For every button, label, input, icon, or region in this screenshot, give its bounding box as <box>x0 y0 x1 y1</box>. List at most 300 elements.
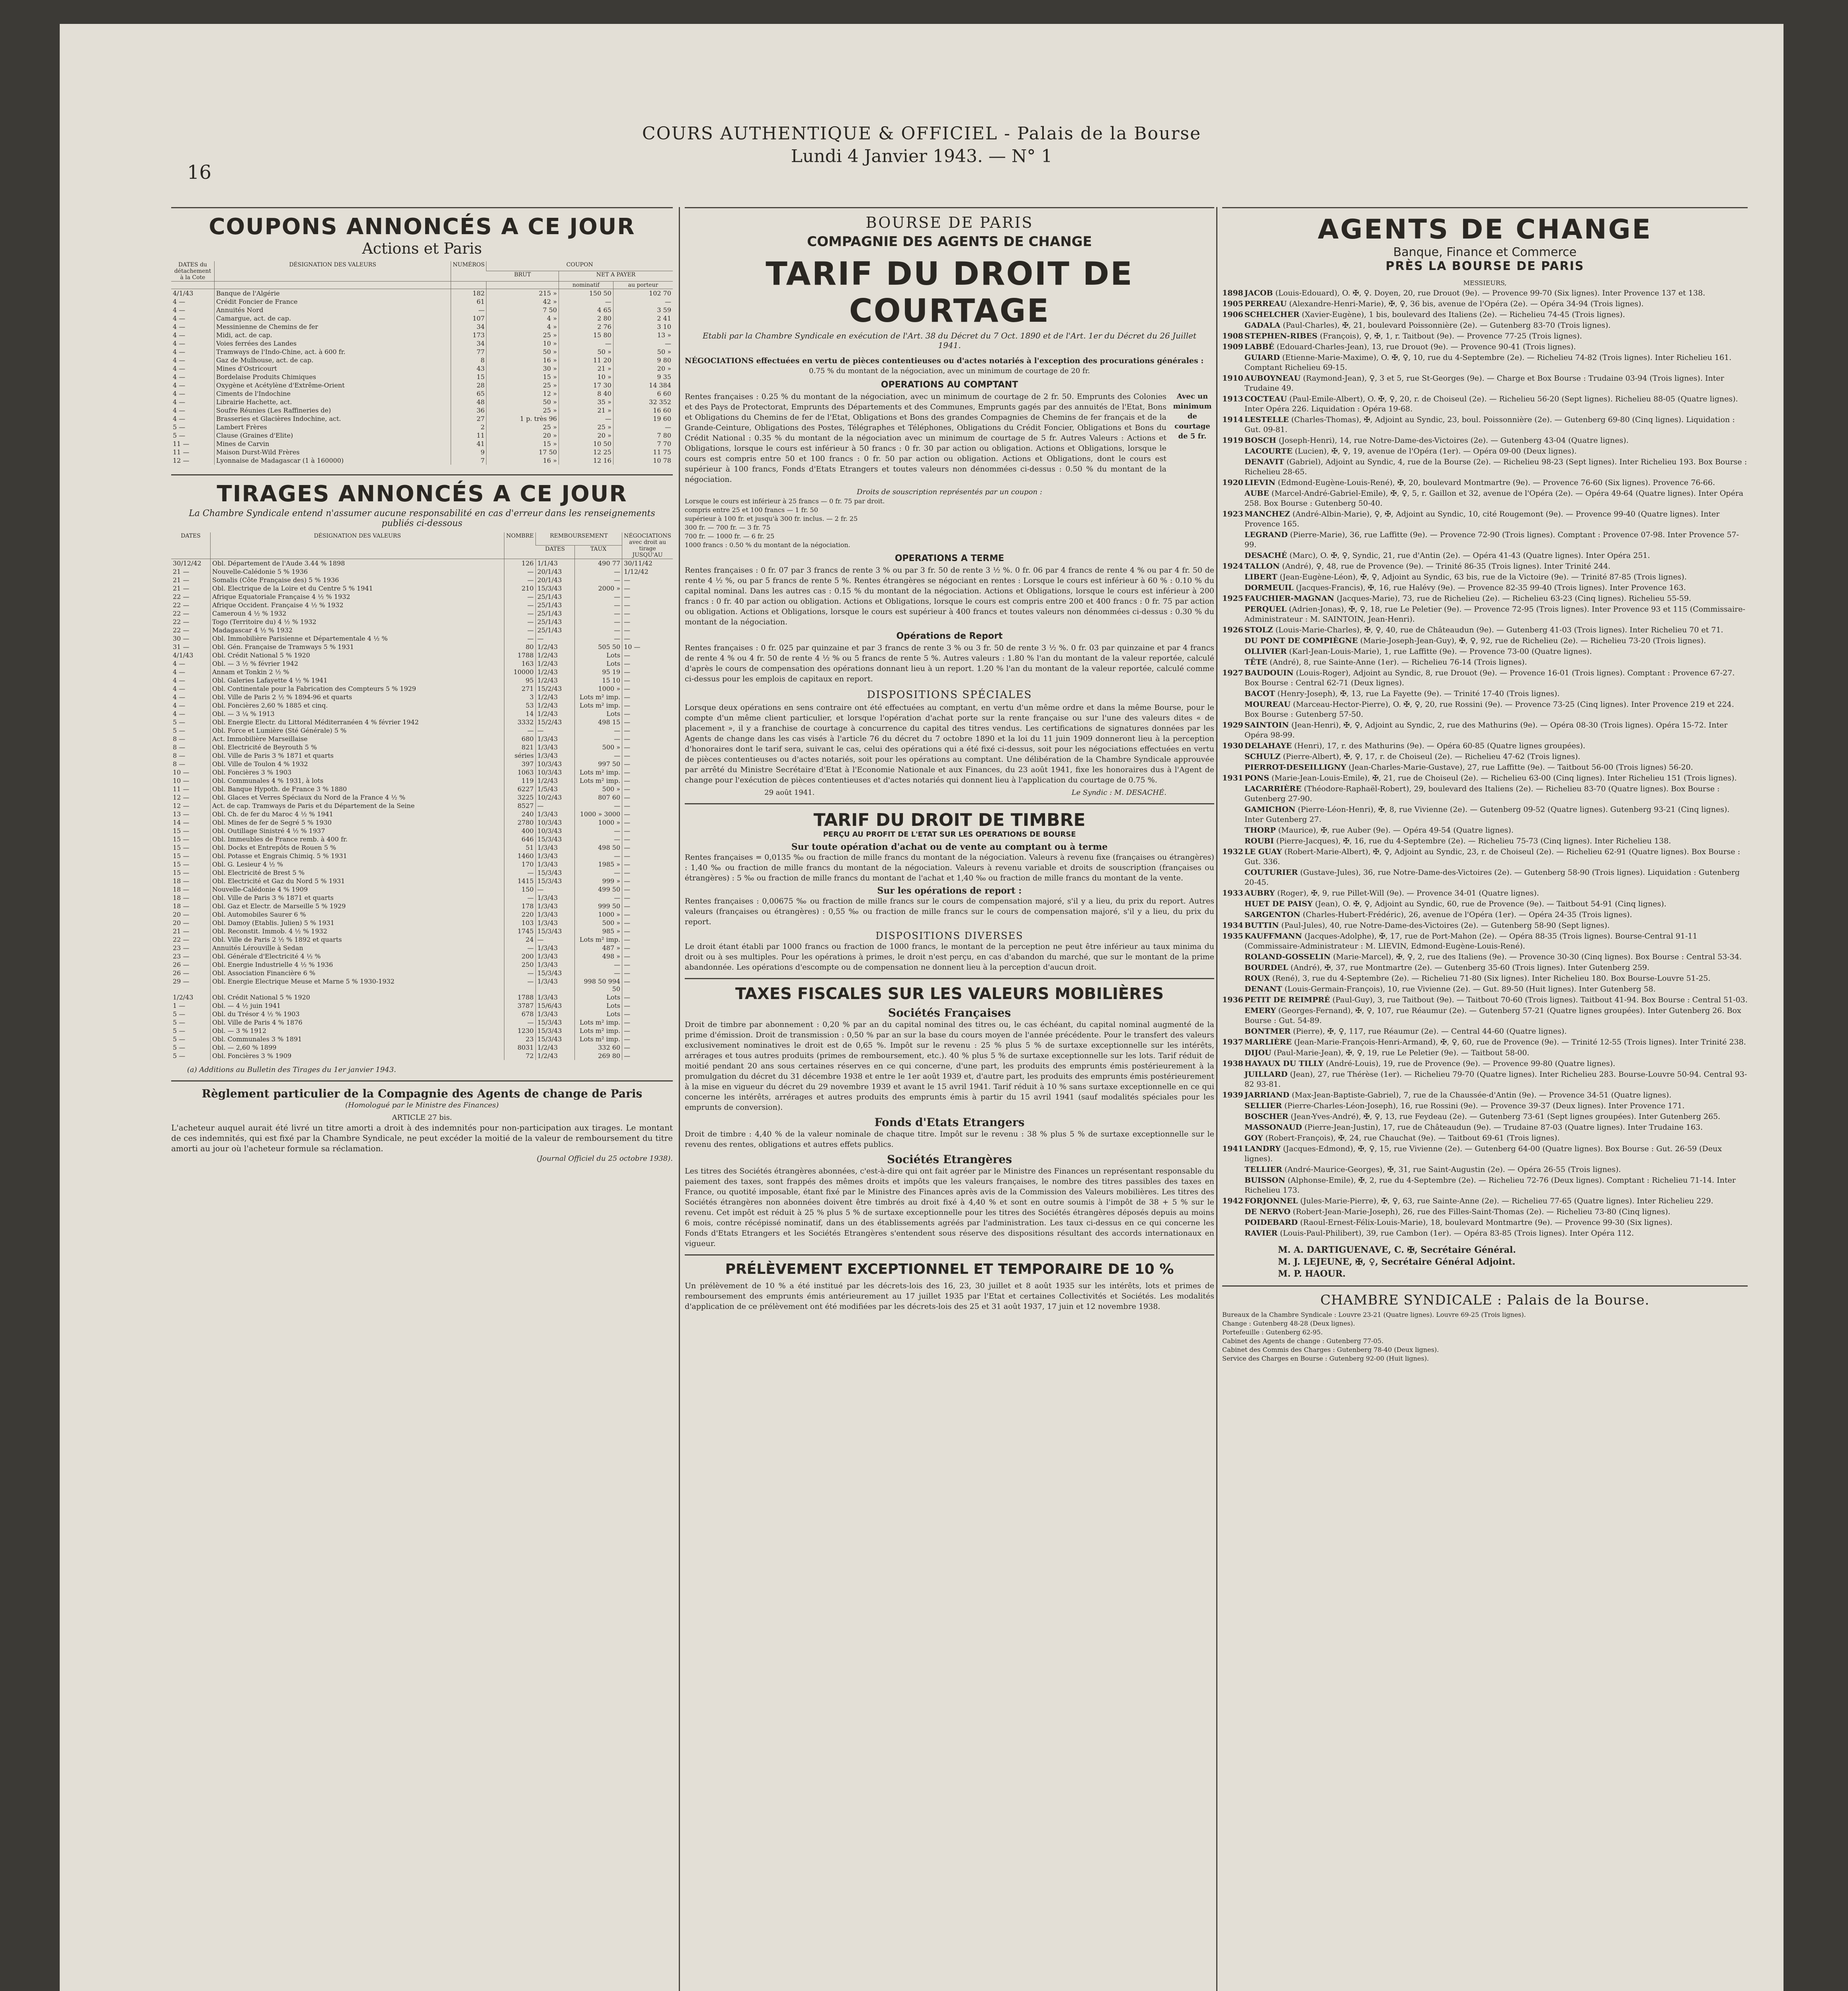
agent-name: HUET DE PAISY <box>1244 900 1313 908</box>
coupon-row <box>171 456 673 465</box>
agent-entry <box>1222 436 1748 446</box>
tirage-cell: — <box>504 634 535 643</box>
tirage-cell: 53 <box>504 701 535 710</box>
coupon-cell: 215 » <box>486 289 559 298</box>
tirage-cell: 2000 » <box>575 584 622 593</box>
tirage-row <box>171 593 673 601</box>
tirage-cell: 6227 <box>504 785 535 793</box>
agent-name: ROLAND-GOSSELIN <box>1244 952 1331 961</box>
coupon-cell: 7 <box>451 456 486 465</box>
agent-details: (Georges-Fernand), ✠, ♀, 107, rue Réaumur (2e). — Gutenberg 57-21 (Quatre lignes groupées). Inter Gutenberg 26. Box Bourse : Gut. 54-89. <box>1244 1006 1741 1025</box>
tirage-cell: — <box>535 935 575 944</box>
tirage-cell: 1/5/43 <box>535 785 575 793</box>
tirage-cell: — <box>622 860 673 868</box>
tirage-cell: — <box>622 969 673 977</box>
coupon-row <box>171 440 673 448</box>
courtage-neg-rate: 0.75 % du montant de la négociation, avec un minimum de courtage de 20 fr. <box>809 367 1090 375</box>
agent-entry <box>1222 415 1748 435</box>
tirage-row <box>171 584 673 593</box>
reglement-title: Règlement particulier de la Compagnie des Agents de change de Paris <box>201 1087 643 1100</box>
tirage-cell: Obl. du Trésor 4 ½ % 1903 <box>211 1010 504 1018</box>
agent-entry <box>1222 594 1748 604</box>
agent-details: (Gabriel), Adjoint au Syndic, 4, rue de la Bourse (2e). — Richelieu 98-23 (Sept lignes). Inter Richelieu 193. Box Bourse : Richelieu 28-65. <box>1244 458 1747 476</box>
tirage-cell: 22 — <box>173 610 189 617</box>
reglement-article: ARTICLE 27 bis. <box>392 1113 452 1122</box>
tirage-cell: — <box>622 818 673 827</box>
tirage-cell: Obl. Electrique de la Loire et du Centre 5 % 1941 <box>211 584 504 593</box>
tirage-cell: — <box>535 885 575 894</box>
agent-entry <box>1222 1218 1748 1228</box>
tirages-header: DATES <box>535 546 575 559</box>
agent-name: GADALA <box>1244 321 1281 330</box>
coupon-cell: 13 » <box>613 331 673 339</box>
middle-column <box>685 207 1214 1991</box>
agent-entry <box>1222 1006 1748 1026</box>
tirage-cell: — <box>575 609 622 618</box>
tirage-cell: 30 — <box>173 635 189 642</box>
tirage-row <box>171 885 673 894</box>
coupon-cell: Ciments de l'Indochine <box>215 389 451 398</box>
agent-name: DU PONT DE COMPIÈGNE <box>1244 636 1358 645</box>
agent-entry <box>1222 394 1748 414</box>
chambre-line: Service des Charges en Bourse : Gutenberg 92-00 (Huit lignes). <box>1222 1355 1429 1362</box>
tirage-cell: — <box>622 609 673 618</box>
tirage-cell: 25/1/43 <box>535 593 575 601</box>
tirage-cell: 10 — <box>173 769 189 776</box>
coupon-cell: Crédit Foncier de France <box>215 297 451 306</box>
tirage-cell: 24 <box>504 935 535 944</box>
agent-details: (Paul-Guy), 3, rue Taitbout (9e). — Taitbout 70-60 (Trois lignes). Taitbout 41-94. Box Bourse : Central 51-03. <box>1332 996 1748 1004</box>
agent-entry <box>1222 741 1748 751</box>
tirage-cell: Lots m² imp. <box>575 1035 622 1043</box>
agent-year: 1933 <box>1222 889 1243 898</box>
tirage-cell: 505 50 <box>575 643 622 651</box>
coupon-cell: Camargue, act. de cap. <box>215 314 451 323</box>
tirage-cell: 15/6/43 <box>535 1001 575 1010</box>
coupon-cell: 10 78 <box>613 456 673 465</box>
agent-name: BUTTIN <box>1244 921 1279 930</box>
tirage-cell: — <box>504 944 535 952</box>
coupon-cell: 25 » <box>486 423 559 431</box>
coupon-cell: 12 16 <box>559 456 613 465</box>
agent-entry <box>1222 1196 1748 1206</box>
coupon-cell: 4 — <box>173 381 186 389</box>
coupons-title: COUPONS ANNONCÉS A CE JOUR <box>209 214 635 240</box>
tirage-cell: 1745 <box>504 927 535 935</box>
coupon-cell: 8 <box>451 356 486 364</box>
coupon-cell: 107 <box>451 314 486 323</box>
coupon-cell: 42 » <box>486 297 559 306</box>
coupon-cell: 4 — <box>173 373 186 381</box>
coupon-cell: 17 30 <box>559 381 613 389</box>
tirage-cell: 1000 » 3000 <box>575 810 622 818</box>
agent-entry <box>1222 478 1748 488</box>
right-column <box>1222 207 1748 1991</box>
tirage-row <box>171 852 673 860</box>
tirage-cell: — <box>504 626 535 634</box>
tirage-cell: 646 <box>504 835 535 843</box>
tirage-cell: 72 <box>504 1052 535 1060</box>
coupon-cell: 4 — <box>173 415 186 422</box>
coupon-cell: Voies ferrées des Landes <box>215 339 451 348</box>
agent-entry <box>1222 931 1748 951</box>
etrangeres-text: Les titres des Sociétés étrangères abonnées, c'est-à-dire qui ont fait agréer par le Ministre des Finances un représentant responsable du paiement des taxes, sont frappés des mêmes droits et impôts que les valeurs françaises, le nombre des titres passibles des taxes en France, ou quotité imposable, étant fixé par le Ministre des Finances après avis de la Commission des Valeurs mobilières. Les titres des Sociétés étrangères non abonnées doivent être timbrés au droit fixé à 4,40 % et sont en outre soumis à l'impôt de 38 + 5 % sur le revenu. Cet impôt est réduit à 25 % plus 5 % de surtaxe exceptionnelle pour les titres des Sociétés étrangères déposés depuis au moins 6 mois, contre récépissé nominatif, dans un des établissements agréés par l'administration. Les taux ci-dessus en ce qui concerne les Fonds d'Etats Etrangers et les Sociétés Etrangères s'entendent sous réserve des dispositions résultant des accords internationaux en vigueur. <box>685 1167 1214 1248</box>
tirage-cell: — <box>622 785 673 793</box>
tirage-cell: 10/3/43 <box>535 768 575 776</box>
agent-entry <box>1222 561 1748 571</box>
tirage-row <box>171 751 673 760</box>
agent-entry <box>1222 995 1748 1005</box>
coupon-cell: 25 » <box>486 331 559 339</box>
agents-sub1: Banque, Finance et Commerce <box>1393 245 1577 259</box>
coupon-cell: Tramways de l'Indo-Chine, act. à 600 fr. <box>215 348 451 356</box>
tirage-cell: 15/3/43 <box>535 877 575 885</box>
droits-line: Lorsque le cours est inférieur à 25 francs — 0 fr. 75 par droit. <box>685 497 885 505</box>
tirage-cell: 998 50 994 50 <box>575 977 622 993</box>
coupon-cell: — <box>613 339 673 348</box>
agent-details: (Pierre-Léon-Henri), ✠, 8, rue Vivienne (2e). — Gutenberg 09-52 (Quatre lignes). Gutenberg 93-21 (Cinq lignes). Inter Gutenberg 27. <box>1244 805 1730 824</box>
agent-entry <box>1222 952 1748 962</box>
tirage-row <box>171 944 673 952</box>
tirage-cell: 269 80 <box>575 1052 622 1060</box>
coupon-cell: 2 <box>451 423 486 431</box>
agent-details: (Jacques-Adolphe), ✠, 17, rue de Port-Mahon (2e). — Opéra 88-35 (Trois lignes). Bourse-Central 91-11 (Commissaire-Administrateur : M. LIEVIN, Edmond-Eugène-Louis-René). <box>1244 932 1698 951</box>
tirage-cell: Obl. Force et Lumière (Sté Générale) 5 % <box>211 726 504 735</box>
reglement-text: L'acheteur auquel aurait été livré un titre amorti a droit à des indemnités pour non-participation aux tirages. Le montant de ces indemnités, qui est fixé par la Chambre Syndicale, ne peut excéder la moitié de la valeur de remboursement du titre amorti au jour où l'acheteur formule sa réclamation. <box>171 1123 673 1153</box>
agent-name: PERQUEL <box>1244 605 1287 614</box>
coupon-cell: 4/1/43 <box>173 289 193 297</box>
tirage-cell: 498 50 <box>575 843 622 852</box>
tirage-cell: 985 » <box>575 927 622 935</box>
reglement-source: (Journal Officiel du 25 octobre 1938). <box>537 1154 673 1163</box>
tirage-cell: séries <box>504 751 535 760</box>
tirage-cell: Annuités Lérouville à Sedan <box>211 944 504 952</box>
agent-name: EMERY <box>1244 1006 1276 1015</box>
coupon-cell: 50 » <box>559 348 613 356</box>
tirage-cell: Obl. Générale d'Electricité 4 ½ % <box>211 952 504 960</box>
tirage-cell: 1/2/43 <box>535 643 575 651</box>
tirage-cell: Lots m² imp. <box>575 1027 622 1035</box>
tirage-cell: Obl. Automobiles Saurer 6 % <box>211 910 504 919</box>
agent-name: FAUCHIER-MAGNAN <box>1244 594 1334 603</box>
tirages-header: DATES <box>171 532 211 559</box>
coupon-cell: 12 » <box>486 389 559 398</box>
agent-details: (Etienne-Marie-Maxime), O. ✠, ♀, 10, rue du 4-Septembre (2e). — Richelieu 74-82 (Trois lignes). Inter Richelieu 161. Comptant Richelieu 69-15. <box>1244 353 1732 372</box>
tirage-cell: 4/1/43 <box>173 651 193 659</box>
agent-entry <box>1222 1133 1748 1143</box>
agent-details: (Pierre), ✠, ♀, 117, rue Réaumur (2e). — Central 44-60 (Quatre lignes). <box>1293 1027 1567 1036</box>
agent-details: (Jules-Marie-Pierre), ✠, ♀, 63, rue Sainte-Anne (2e). — Richelieu 77-65 (Quatre lignes). Inter Richelieu 229. <box>1300 1197 1713 1205</box>
agent-year: 1927 <box>1222 669 1243 677</box>
coupon-cell: 4 — <box>173 390 186 397</box>
agent-entry <box>1222 583 1748 593</box>
tirage-cell: Obl. Immeubles de France remb. à 400 fr. <box>211 835 504 843</box>
agent-entry <box>1222 353 1748 373</box>
tirage-cell: — <box>575 593 622 601</box>
tirage-row <box>171 810 673 818</box>
speciales-text: Lorsque deux opérations en sens contraire ont été effectuées au comptant, en vertu d'un même ordre et dans la même Bourse, pour le compte d'un même client particulier, et lorsque l'opération d'achat porte sur la rente française ou sur l'une des valeurs dites « de placement », il y a franchise de courtage à concurrence du capital des titres vendus. Les certifications de signatures données par les Agents de change dans les cas visés à l'article 76 du décret du 7 octobre 1890 et la loi du 11 juin 1909 donneront lieu à la perception d'honoraires dont le tarif sera, suivant le cas, celui des opérations qui a été fixé ci-dessus, soit pour les négociations effectuées en vertu de pièces contentieuses ou d'actes notariés, soit pour les opérations au comptant. Une délibération de la Chambre Syndicale approuvée par arrêté du Ministre Secrétaire d'Etat à l'Economie Nationale et aux Finances, du 23 août 1941, fixe les honoraires dus à l'Agent de change pour l'exécution de pièces contentieuses et d'actes notariés qui donnent lieu à l'application du courtage de 0.75 %. <box>685 703 1214 784</box>
tirage-cell: — <box>504 609 535 618</box>
tirage-row <box>171 743 673 751</box>
tirage-row <box>171 567 673 576</box>
tirage-row <box>171 843 673 852</box>
agent-year: 1939 <box>1222 1091 1243 1099</box>
tirage-cell: — <box>575 735 622 743</box>
tirage-cell: — <box>622 693 673 701</box>
tirage-cell: 14 <box>504 710 535 718</box>
tirage-cell: 26 — <box>173 969 189 977</box>
coupon-cell: 5 — <box>173 432 186 439</box>
tirage-cell: Obl. Banque Hypoth. de France 3 % 1880 <box>211 785 504 793</box>
comptant-text: Rentes françaises : 0.25 % du montant de la négociation, avec un minimum de courtage de 2 fr. 50. Emprunts des Colonies et des Pays de Protectorat, Emprunts des Départements et des Communes, Emprunts gagés par des annuités de l'Etat, Bons et Obligations du Chemins de fer de l'Etat, Obligations et Bons des grandes Compagnies de Chemins de fer français et de la Grande-Ceinture, Obligations des Postes, Télégraphes et Téléphones, Obligations du Crédit Foncier, Obligations et Bons du Crédit National : 0.35 % du montant de la négociation avec un minimum de courtage de 5 fr. Autres Valeurs : Actions et Obligations, lorsque le cours est inférieur à 50 francs : 0 fr. 30 par action ou obligation. Actions et Obligations, lorsque le cours est compris entre 50 et 100 francs : 0 fr. 50 par action ou obligation. Actions et Obligations, dont le cours est supérieur à 100 francs, Fonds d'Etats Etrangers et toutes valeurs non dénommées ci-dessus : 0.50 % du montant de la négociation. <box>685 392 1166 484</box>
agent-year: 1925 <box>1222 594 1243 603</box>
agent-entry <box>1222 1090 1748 1100</box>
coupon-row <box>171 398 673 406</box>
coupon-cell: 5 — <box>173 423 186 431</box>
tirage-cell: 25/1/43 <box>535 609 575 618</box>
tirage-cell: Lots m² imp. <box>575 935 622 944</box>
tirage-cell: 4 — <box>173 685 186 692</box>
timbre-subtitle: PERÇU AU PROFIT DE L'ETAT SUR LES OPERATIONS DE BOURSE <box>823 830 1076 839</box>
tirage-cell: 4 — <box>173 710 186 718</box>
tirages-table <box>171 532 673 1060</box>
tirage-row <box>171 793 673 802</box>
tirage-row <box>171 835 673 843</box>
agent-details: (André), ♀, 48, rue de Provence (9e). — Trinité 86-35 (Trois lignes). Inter Trinité 244. <box>1282 562 1611 571</box>
coupon-cell: 10 50 <box>559 440 613 448</box>
tirage-row <box>171 735 673 743</box>
droits-line: 1000 francs : 0.50 % du montant de la négociation. <box>685 541 850 549</box>
droits-line: compris entre 25 et 100 francs — 1 fr. 50 <box>685 506 818 514</box>
agent-year: 1910 <box>1222 374 1243 383</box>
agent-entry <box>1222 1175 1748 1195</box>
agent-name: JUILLARD <box>1244 1070 1288 1079</box>
tirage-cell: 200 <box>504 952 535 960</box>
tirage-row <box>171 818 673 827</box>
tirage-cell: — <box>575 894 622 902</box>
tirage-cell: — <box>535 726 575 735</box>
agent-year: 1909 <box>1222 342 1243 351</box>
agent-entry <box>1222 374 1748 393</box>
agent-year: 1941 <box>1222 1144 1243 1153</box>
tirage-cell: 4 — <box>173 677 186 684</box>
tirage-cell: — <box>504 1018 535 1027</box>
agent-details: (Robert-François), ✠, 24, rue Chauchat (9e). — Taitbout 69-61 (Trois lignes). <box>1265 1134 1560 1142</box>
agent-details: (Marcel-André-Gabriel-Emile), ✠, ♀, 5, r. Gaillon et 32, avenue de l'Opéra (2e). — Opéra 49-64 (Quatre lignes). Inter Opéra 258. Box Bourse : Gutenberg 50-40. <box>1244 489 1744 508</box>
tirage-cell: 15/3/43 <box>535 835 575 843</box>
agent-entry <box>1222 689 1748 699</box>
tirage-cell: — <box>504 618 535 626</box>
tirage-cell: 15 — <box>173 869 189 876</box>
tirage-cell: — <box>622 1043 673 1052</box>
tirage-cell: — <box>622 835 673 843</box>
tirage-cell: 15/3/43 <box>535 927 575 935</box>
tirage-cell: 15/2/43 <box>535 718 575 726</box>
agent-name: PIERROT-DESEILLIGNY <box>1244 763 1346 772</box>
agent-name: STOLZ <box>1244 626 1273 634</box>
coupon-cell: 10 » <box>486 339 559 348</box>
tirage-cell: — <box>622 894 673 902</box>
tirage-cell: 18 — <box>173 902 189 910</box>
tirage-cell: 500 » <box>575 919 622 927</box>
agent-name: PONS <box>1244 774 1269 782</box>
tirage-cell: 1/3/43 <box>535 735 575 743</box>
tirage-row <box>171 1018 673 1027</box>
report-title: Opérations de Report <box>896 631 1003 641</box>
tirage-cell: 499 50 <box>575 885 622 894</box>
tirage-cell: Annam et Tonkin 2 ½ % <box>211 668 504 676</box>
tirage-row <box>171 802 673 810</box>
tirage-cell: — <box>575 618 622 626</box>
tirage-cell: Afrique Occident. Française 4 ½ % 1932 <box>211 601 504 609</box>
coupon-cell: 11 20 <box>559 356 613 364</box>
agent-details: (André-Maurice-Georges), ✠, 31, rue Saint-Augustin (2e). — Opéra 26-55 (Trois lignes). <box>1284 1165 1621 1174</box>
tirage-cell: Obl. Communales 3 % 1891 <box>211 1035 504 1043</box>
tirage-cell: 1000 » <box>575 910 622 919</box>
coupon-cell: 3 59 <box>613 306 673 314</box>
tirage-row <box>171 1010 673 1018</box>
coupon-cell: — <box>559 297 613 306</box>
tirage-row <box>171 935 673 944</box>
agent-entry <box>1222 299 1748 309</box>
chambre-list <box>1222 1310 1748 1363</box>
page-number: 16 <box>187 161 212 184</box>
tirage-cell: 4 — <box>173 660 186 667</box>
agent-entry <box>1222 752 1748 762</box>
tirage-cell: — <box>622 1010 673 1018</box>
coupon-row <box>171 423 673 431</box>
coupon-cell: 41 <box>451 440 486 448</box>
agent-details: (André-Albin-Marie), ♀, ✠, Adjoint au Syndic, 10, cité Rougemont (9e). — Provence 99-40 (Quatre lignes). Inter Provence 165. <box>1244 510 1720 528</box>
tirage-cell: 490 77 <box>575 559 622 568</box>
agent-entry <box>1222 530 1748 550</box>
tirage-row <box>171 559 673 568</box>
agent-entry <box>1222 572 1748 582</box>
coupon-cell: 4 — <box>173 365 186 372</box>
agent-details: (Henri), 17, r. des Mathurins (9e). — Opéra 60-85 (Quatre lignes groupées). <box>1294 741 1586 750</box>
coupon-row <box>171 381 673 389</box>
droits-line: 300 fr. — 700 fr. — 3 fr. 75 <box>685 524 770 531</box>
agent-name: DIJOU <box>1244 1048 1272 1057</box>
tirage-cell: 1063 <box>504 768 535 776</box>
agent-name: BOSCHER <box>1244 1112 1289 1121</box>
tirage-cell: — <box>575 802 622 810</box>
agent-name: TELLIER <box>1244 1165 1282 1174</box>
agent-entry <box>1222 974 1748 984</box>
tirage-cell: 20 — <box>173 919 189 927</box>
agent-entry <box>1222 321 1748 331</box>
tirage-cell: Obl. Foncières 3 % 1909 <box>211 1052 504 1060</box>
agent-year: 1914 <box>1222 415 1243 424</box>
coupon-cell: — <box>613 423 673 431</box>
courtage-negociations: NÉGOCIATIONS effectuées en vertu de pièces contentieuses ou d'actes notariés à l'exception des procurations générales : <box>685 356 1204 365</box>
coupon-row <box>171 306 673 314</box>
tirage-cell: 487 » <box>575 944 622 952</box>
tirage-cell: Lots m² imp. <box>575 693 622 701</box>
coupon-row <box>171 406 673 415</box>
coupon-cell: 15 » <box>486 373 559 381</box>
agent-year: 1938 <box>1222 1059 1243 1068</box>
tirage-cell: 10/3/43 <box>535 827 575 835</box>
agent-name: DELAHAYE <box>1244 741 1292 750</box>
tirage-row <box>171 776 673 785</box>
agent-name: DENANT <box>1244 985 1282 994</box>
agent-name: LACOURTE <box>1244 447 1293 456</box>
coupon-cell: 4 — <box>173 340 186 347</box>
coupon-cell: 4 — <box>173 348 186 356</box>
tirage-cell: — <box>504 567 535 576</box>
tirage-cell: Lots <box>575 659 622 668</box>
coupon-cell: 4 — <box>173 315 186 322</box>
coupon-cell: 182 <box>451 289 486 298</box>
coupon-cell: 34 <box>451 339 486 348</box>
tirage-cell: Obl. Gén. Française de Tramways 5 % 1931 <box>211 643 504 651</box>
agent-entry <box>1222 984 1748 994</box>
coupon-cell: 21 » <box>559 364 613 373</box>
coupon-cell: 28 <box>451 381 486 389</box>
tirage-cell: — <box>622 885 673 894</box>
tirage-cell: Obl. Immobilière Parisienne et Départementale 4 ½ % <box>211 634 504 643</box>
coupon-cell: 4 — <box>173 306 186 314</box>
tirage-cell: 678 <box>504 1010 535 1018</box>
coupon-cell: 20 » <box>559 431 613 440</box>
agent-entry <box>1222 342 1748 352</box>
tirage-row <box>171 726 673 735</box>
tirage-cell: 29 — <box>173 978 189 985</box>
tirage-cell: 15/3/43 <box>535 584 575 593</box>
agent-entry <box>1222 1165 1748 1175</box>
coupon-cell: 19 60 <box>613 415 673 423</box>
tirage-cell: 1/3/43 <box>535 743 575 751</box>
tirage-cell: 5 — <box>173 718 186 726</box>
terme-title: OPERATIONS A TERME <box>895 553 1004 563</box>
tirage-cell: 1460 <box>504 852 535 860</box>
tirage-cell: 15/3/43 <box>535 1035 575 1043</box>
net-label: NET A PAYER <box>559 271 673 282</box>
coupon-row <box>171 415 673 423</box>
tirage-cell: Obl. Reconstit. Immob. 4 ½ % 1932 <box>211 927 504 935</box>
coupon-cell: 16 » <box>486 356 559 364</box>
coupon-cell: 9 35 <box>613 373 673 381</box>
tirage-row <box>171 685 673 693</box>
agent-name: THORP <box>1244 826 1276 835</box>
agent-year: 1942 <box>1222 1197 1243 1205</box>
coupon-row <box>171 373 673 381</box>
tirage-cell: 1415 <box>504 877 535 885</box>
coupons-header: NUMÉROS <box>451 261 486 282</box>
minimum-note: Avec un minimum de courtage de 5 fr. <box>1173 392 1212 440</box>
tirage-cell: Lots m² imp. <box>575 1018 622 1027</box>
agent-name: LIBERT <box>1244 573 1278 581</box>
tirage-cell: 15 — <box>173 861 189 868</box>
agent-name: LACARRIÈRE <box>1244 784 1302 793</box>
officer-line: M. J. LEJEUNE, ✠, ♀, Secrétaire Général Adjoint. <box>1278 1257 1516 1267</box>
tirage-row <box>171 701 673 710</box>
agent-name: PETIT DE REIMPRÉ <box>1244 996 1330 1004</box>
agent-name: KAUFFMANN <box>1244 932 1302 941</box>
tirage-row <box>171 868 673 877</box>
coupon-cell: Lambert Frères <box>215 423 451 431</box>
chambre-title: CHAMBRE SYNDICALE : Palais de la Bourse. <box>1320 1292 1650 1308</box>
agent-entry <box>1222 625 1748 635</box>
agent-details: (Robert-Jean-Marie-Joseph), 26, rue des Filles-Saint-Thomas (2e). — Richelieu 73-80 (Cinq lignes). <box>1293 1207 1670 1216</box>
tirage-cell: — <box>622 584 673 593</box>
agent-year: 1934 <box>1222 921 1243 930</box>
agent-details: (Edmond-Eugène-Louis-René), ✠, 20, boulevard Montmartre (9e). — Provence 76-60 (Six lignes). Provence 76-66. <box>1278 478 1715 487</box>
agent-entry <box>1222 720 1748 740</box>
timbre-report-text: Rentes françaises : 0,00675 ‰ ou fraction de mille francs sur le cours de compensation majoré, s'il y a lieu, du prix du report. Autres valeurs (françaises ou étrangères) : 0,55 ‰ ou fraction de mille francs sur le cours de compensation majoré, s'il y a lieu, du prix du report. <box>685 897 1214 926</box>
agent-name: PERREAU <box>1244 299 1287 308</box>
